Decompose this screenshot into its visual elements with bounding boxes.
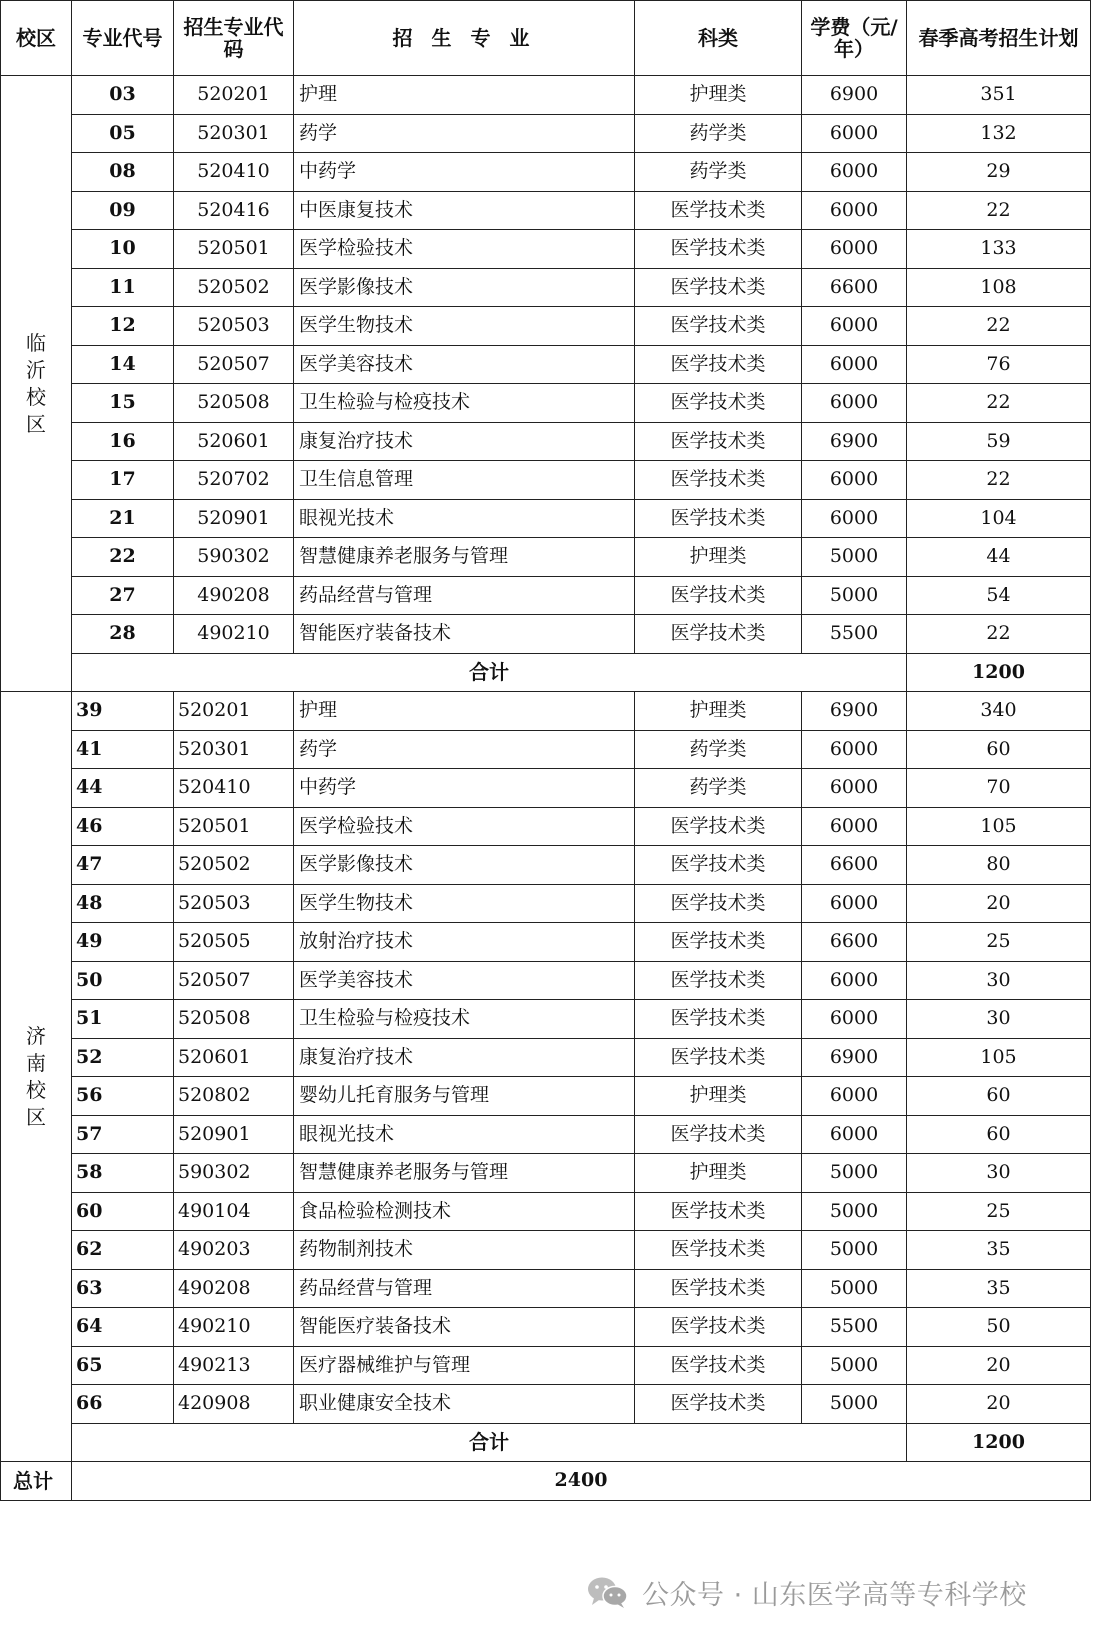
major-code-cell: 520201: [174, 76, 294, 115]
header-campus: 校区: [1, 1, 72, 76]
plan-cell: 76: [907, 345, 1091, 384]
subtotal-value: 1200: [907, 653, 1091, 692]
major-name-cell: 护理: [294, 76, 635, 115]
major-no-cell: 62: [72, 1231, 174, 1270]
major-no-cell: 51: [72, 1000, 174, 1039]
grand-total-row: [1, 1462, 1091, 1501]
major-code-cell: 590302: [174, 538, 294, 577]
category-cell: 护理类: [635, 1077, 802, 1116]
category-cell: 医学技术类: [635, 1385, 802, 1424]
major-no-cell: 10: [72, 230, 174, 269]
table-row: [1, 461, 1091, 500]
tuition-cell: 6000: [802, 769, 907, 808]
table-row: [1, 923, 1091, 962]
major-name-cell: 中药学: [294, 769, 635, 808]
plan-cell: 108: [907, 268, 1091, 307]
category-cell: 医学技术类: [635, 1192, 802, 1231]
major-name-cell: 卫生检验与检疫技术: [294, 1000, 635, 1039]
plan-cell: 22: [907, 615, 1091, 654]
major-name-cell: 智慧健康养老服务与管理: [294, 1154, 635, 1193]
category-cell: 护理类: [635, 1154, 802, 1193]
category-cell: 医学技术类: [635, 1000, 802, 1039]
category-cell: 医学技术类: [635, 1308, 802, 1347]
major-code-cell: 420908: [174, 1385, 294, 1424]
major-name-cell: 智慧健康养老服务与管理: [294, 538, 635, 577]
category-cell: 医学技术类: [635, 807, 802, 846]
header-category: 科类: [635, 1, 802, 76]
table-row: [1, 1346, 1091, 1385]
category-cell: 医学技术类: [635, 230, 802, 269]
plan-cell: 60: [907, 1115, 1091, 1154]
major-code-cell: 520601: [174, 422, 294, 461]
major-no-cell: 21: [72, 499, 174, 538]
major-code-cell: 520301: [174, 114, 294, 153]
category-cell: 护理类: [635, 76, 802, 115]
plan-cell: 20: [907, 1346, 1091, 1385]
table-row: [1, 961, 1091, 1000]
major-name-cell: 医学检验技术: [294, 230, 635, 269]
tuition-cell: 6000: [802, 230, 907, 269]
plan-cell: 54: [907, 576, 1091, 615]
plan-cell: 22: [907, 461, 1091, 500]
major-name-cell: 护理: [294, 692, 635, 731]
table-row: [1, 884, 1091, 923]
plan-cell: 20: [907, 1385, 1091, 1424]
major-code-cell: 520508: [174, 1000, 294, 1039]
category-cell: 医学技术类: [635, 961, 802, 1000]
major-name-cell: 医学生物技术: [294, 884, 635, 923]
table-row: [1, 1115, 1091, 1154]
plan-cell: 340: [907, 692, 1091, 731]
plan-cell: 105: [907, 807, 1091, 846]
major-code-cell: 490213: [174, 1346, 294, 1385]
major-no-cell: 56: [72, 1077, 174, 1116]
table-row: [1, 1154, 1091, 1193]
category-cell: 医学技术类: [635, 1346, 802, 1385]
table-row: [1, 499, 1091, 538]
major-name-cell: 眼视光技术: [294, 499, 635, 538]
table-row: [1, 1038, 1091, 1077]
major-name-cell: 智能医疗装备技术: [294, 615, 635, 654]
major-code-cell: 520505: [174, 923, 294, 962]
major-no-cell: 14: [72, 345, 174, 384]
major-no-cell: 03: [72, 76, 174, 115]
table-row: [1, 76, 1091, 115]
major-no-cell: 12: [72, 307, 174, 346]
major-no-cell: 05: [72, 114, 174, 153]
major-code-cell: 520702: [174, 461, 294, 500]
grand-total-value: 2400: [72, 1462, 1091, 1501]
major-name-cell: 中医康复技术: [294, 191, 635, 230]
major-code-cell: 520301: [174, 730, 294, 769]
subtotal-value: 1200: [907, 1423, 1091, 1462]
plan-cell: 59: [907, 422, 1091, 461]
plan-cell: 22: [907, 307, 1091, 346]
campus-cell: [1, 76, 72, 692]
category-cell: 医学技术类: [635, 191, 802, 230]
major-name-cell: 智能医疗装备技术: [294, 1308, 635, 1347]
plan-cell: 44: [907, 538, 1091, 577]
tuition-cell: 6000: [802, 1115, 907, 1154]
major-no-cell: 09: [72, 191, 174, 230]
major-name-cell: 医学检验技术: [294, 807, 635, 846]
table-row: [1, 538, 1091, 577]
major-code-cell: 490208: [174, 1269, 294, 1308]
tuition-cell: 5000: [802, 538, 907, 577]
wechat-icon: [586, 1574, 630, 1610]
plan-cell: 29: [907, 153, 1091, 192]
tuition-cell: 5000: [802, 1154, 907, 1193]
major-name-cell: 卫生信息管理: [294, 461, 635, 500]
major-code-cell: 520502: [174, 268, 294, 307]
major-no-cell: 11: [72, 268, 174, 307]
tuition-cell: 6000: [802, 884, 907, 923]
category-cell: 医学技术类: [635, 1038, 802, 1077]
tuition-cell: 6600: [802, 923, 907, 962]
tuition-cell: 6000: [802, 961, 907, 1000]
category-cell: 医学技术类: [635, 422, 802, 461]
header-major-code: 招生专业代码: [174, 1, 294, 76]
major-code-cell: 520503: [174, 884, 294, 923]
major-name-cell: 康复治疗技术: [294, 422, 635, 461]
tuition-cell: 6900: [802, 1038, 907, 1077]
major-code-cell: 490210: [174, 615, 294, 654]
table-row: [1, 1308, 1091, 1347]
major-name-cell: 医学美容技术: [294, 345, 635, 384]
major-code-cell: 520503: [174, 307, 294, 346]
plan-cell: 35: [907, 1231, 1091, 1270]
header-plan: 春季高考招生计划: [907, 1, 1091, 76]
table-row: [1, 730, 1091, 769]
tuition-cell: 5000: [802, 1231, 907, 1270]
tuition-cell: 5000: [802, 1192, 907, 1231]
major-name-cell: 放射治疗技术: [294, 923, 635, 962]
major-no-cell: 47: [72, 846, 174, 885]
major-code-cell: 520601: [174, 1038, 294, 1077]
table-row: [1, 846, 1091, 885]
campus-cell: [1, 692, 72, 1462]
major-no-cell: 46: [72, 807, 174, 846]
major-no-cell: 17: [72, 461, 174, 500]
category-cell: 医学技术类: [635, 1115, 802, 1154]
major-code-cell: 520416: [174, 191, 294, 230]
table-header-row: [1, 1, 1091, 76]
major-name-cell: 医学生物技术: [294, 307, 635, 346]
plan-cell: 35: [907, 1269, 1091, 1308]
category-cell: 医学技术类: [635, 461, 802, 500]
table-row: [1, 576, 1091, 615]
tuition-cell: 5000: [802, 1269, 907, 1308]
plan-cell: 60: [907, 1077, 1091, 1116]
major-code-cell: 520901: [174, 499, 294, 538]
category-cell: 药学类: [635, 114, 802, 153]
table-row: [1, 230, 1091, 269]
category-cell: 医学技术类: [635, 846, 802, 885]
major-name-cell: 食品检验检测技术: [294, 1192, 635, 1231]
plan-cell: 25: [907, 1192, 1091, 1231]
tuition-cell: 6000: [802, 345, 907, 384]
tuition-cell: 5000: [802, 1346, 907, 1385]
tuition-cell: 6900: [802, 422, 907, 461]
plan-cell: 105: [907, 1038, 1091, 1077]
tuition-cell: 6900: [802, 76, 907, 115]
major-no-cell: 48: [72, 884, 174, 923]
table-row: [1, 307, 1091, 346]
major-no-cell: 64: [72, 1308, 174, 1347]
major-name-cell: 药物制剂技术: [294, 1231, 635, 1270]
table-row: [1, 114, 1091, 153]
tuition-cell: 6000: [802, 461, 907, 500]
major-code-cell: 520802: [174, 1077, 294, 1116]
campus-name: 济南校区: [26, 1023, 46, 1129]
major-code-cell: 490208: [174, 576, 294, 615]
major-name-cell: 医学影像技术: [294, 268, 635, 307]
major-name-cell: 药学: [294, 730, 635, 769]
tuition-cell: 6000: [802, 153, 907, 192]
major-code-cell: 520508: [174, 384, 294, 423]
table-row: [1, 615, 1091, 654]
major-name-cell: 医学美容技术: [294, 961, 635, 1000]
tuition-cell: 5500: [802, 615, 907, 654]
major-no-cell: 16: [72, 422, 174, 461]
tuition-cell: 6000: [802, 1077, 907, 1116]
major-no-cell: 50: [72, 961, 174, 1000]
category-cell: 医学技术类: [635, 384, 802, 423]
major-name-cell: 康复治疗技术: [294, 1038, 635, 1077]
table-row: [1, 807, 1091, 846]
major-code-cell: 520501: [174, 807, 294, 846]
major-code-cell: 520507: [174, 961, 294, 1000]
category-cell: 医学技术类: [635, 576, 802, 615]
table-row: [1, 345, 1091, 384]
watermark-text: 公众号 · 山东医学高等专科学校: [642, 1579, 1027, 1611]
table-row: [1, 769, 1091, 808]
category-cell: 护理类: [635, 538, 802, 577]
plan-cell: 70: [907, 769, 1091, 808]
major-no-cell: 22: [72, 538, 174, 577]
plan-cell: 30: [907, 1000, 1091, 1039]
major-no-cell: 49: [72, 923, 174, 962]
subtotal-row: [1, 1423, 1091, 1462]
header-major-no: 专业代号: [72, 1, 174, 76]
plan-cell: 132: [907, 114, 1091, 153]
grand-total-label: 总计: [1, 1462, 72, 1501]
major-no-cell: 66: [72, 1385, 174, 1424]
table-row: [1, 1231, 1091, 1270]
plan-cell: 133: [907, 230, 1091, 269]
tuition-cell: 6000: [802, 191, 907, 230]
category-cell: 医学技术类: [635, 499, 802, 538]
table-row: [1, 1269, 1091, 1308]
plan-cell: 50: [907, 1308, 1091, 1347]
tuition-cell: 6000: [802, 384, 907, 423]
category-cell: 药学类: [635, 769, 802, 808]
major-no-cell: 27: [72, 576, 174, 615]
major-no-cell: 58: [72, 1154, 174, 1193]
major-name-cell: 医疗器械维护与管理: [294, 1346, 635, 1385]
major-name-cell: 药品经营与管理: [294, 576, 635, 615]
tuition-cell: 6900: [802, 692, 907, 731]
category-cell: 医学技术类: [635, 1269, 802, 1308]
category-cell: 医学技术类: [635, 923, 802, 962]
major-code-cell: 520502: [174, 846, 294, 885]
table-row: [1, 1077, 1091, 1116]
table-row: [1, 1192, 1091, 1231]
plan-cell: 30: [907, 1154, 1091, 1193]
major-no-cell: 15: [72, 384, 174, 423]
major-code-cell: 520507: [174, 345, 294, 384]
major-code-cell: 520901: [174, 1115, 294, 1154]
major-no-cell: 57: [72, 1115, 174, 1154]
tuition-cell: 5000: [802, 1385, 907, 1424]
subtotal-label: 合计: [72, 653, 907, 692]
category-cell: 医学技术类: [635, 1231, 802, 1270]
campus-name: 临沂校区: [26, 330, 46, 436]
category-cell: 医学技术类: [635, 345, 802, 384]
category-cell: 护理类: [635, 692, 802, 731]
jinan-section: [1, 692, 1091, 1462]
header-major-name: 招 生 专 业: [294, 1, 635, 76]
tuition-cell: 6000: [802, 1000, 907, 1039]
major-no-cell: 60: [72, 1192, 174, 1231]
major-name-cell: 职业健康安全技术: [294, 1385, 635, 1424]
plan-cell: 22: [907, 191, 1091, 230]
table-row: [1, 384, 1091, 423]
plan-cell: 104: [907, 499, 1091, 538]
major-name-cell: 药学: [294, 114, 635, 153]
table-row: [1, 1000, 1091, 1039]
major-no-cell: 39: [72, 692, 174, 731]
table-row: [1, 422, 1091, 461]
plan-cell: 80: [907, 846, 1091, 885]
major-code-cell: 490210: [174, 1308, 294, 1347]
category-cell: 医学技术类: [635, 307, 802, 346]
plan-cell: 60: [907, 730, 1091, 769]
major-name-cell: 卫生检验与检疫技术: [294, 384, 635, 423]
major-code-cell: 520410: [174, 769, 294, 808]
major-code-cell: 490203: [174, 1231, 294, 1270]
category-cell: 医学技术类: [635, 615, 802, 654]
category-cell: 药学类: [635, 730, 802, 769]
major-code-cell: 520501: [174, 230, 294, 269]
major-code-cell: 520410: [174, 153, 294, 192]
major-no-cell: 65: [72, 1346, 174, 1385]
major-name-cell: 药品经营与管理: [294, 1269, 635, 1308]
category-cell: 医学技术类: [635, 884, 802, 923]
tuition-cell: 5500: [802, 1308, 907, 1347]
plan-cell: 22: [907, 384, 1091, 423]
plan-cell: 20: [907, 884, 1091, 923]
linyi-section: [1, 76, 1091, 692]
tuition-cell: 6600: [802, 268, 907, 307]
table-row: [1, 692, 1091, 731]
major-no-cell: 28: [72, 615, 174, 654]
major-no-cell: 44: [72, 769, 174, 808]
tuition-cell: 6000: [802, 499, 907, 538]
tuition-cell: 5000: [802, 576, 907, 615]
major-no-cell: 08: [72, 153, 174, 192]
tuition-cell: 6000: [802, 730, 907, 769]
major-code-cell: 590302: [174, 1154, 294, 1193]
table-row: [1, 1385, 1091, 1424]
major-no-cell: 52: [72, 1038, 174, 1077]
tuition-cell: 6000: [802, 807, 907, 846]
category-cell: 药学类: [635, 153, 802, 192]
major-name-cell: 眼视光技术: [294, 1115, 635, 1154]
major-code-cell: 520201: [174, 692, 294, 731]
header-tuition: 学费（元/年）: [802, 1, 907, 76]
major-name-cell: 中药学: [294, 153, 635, 192]
wechat-watermark: [586, 1565, 1027, 1619]
category-cell: 医学技术类: [635, 268, 802, 307]
table-row: [1, 153, 1091, 192]
table-row: [1, 191, 1091, 230]
plan-cell: 30: [907, 961, 1091, 1000]
plan-cell: 351: [907, 76, 1091, 115]
tuition-cell: 6000: [802, 307, 907, 346]
table-row: [1, 268, 1091, 307]
tuition-cell: 6600: [802, 846, 907, 885]
major-name-cell: 婴幼儿托育服务与管理: [294, 1077, 635, 1116]
major-no-cell: 63: [72, 1269, 174, 1308]
major-name-cell: 医学影像技术: [294, 846, 635, 885]
plan-cell: 25: [907, 923, 1091, 962]
subtotal-label: 合计: [72, 1423, 907, 1462]
subtotal-row: [1, 653, 1091, 692]
tuition-cell: 6000: [802, 114, 907, 153]
major-no-cell: 41: [72, 730, 174, 769]
major-code-cell: 490104: [174, 1192, 294, 1231]
